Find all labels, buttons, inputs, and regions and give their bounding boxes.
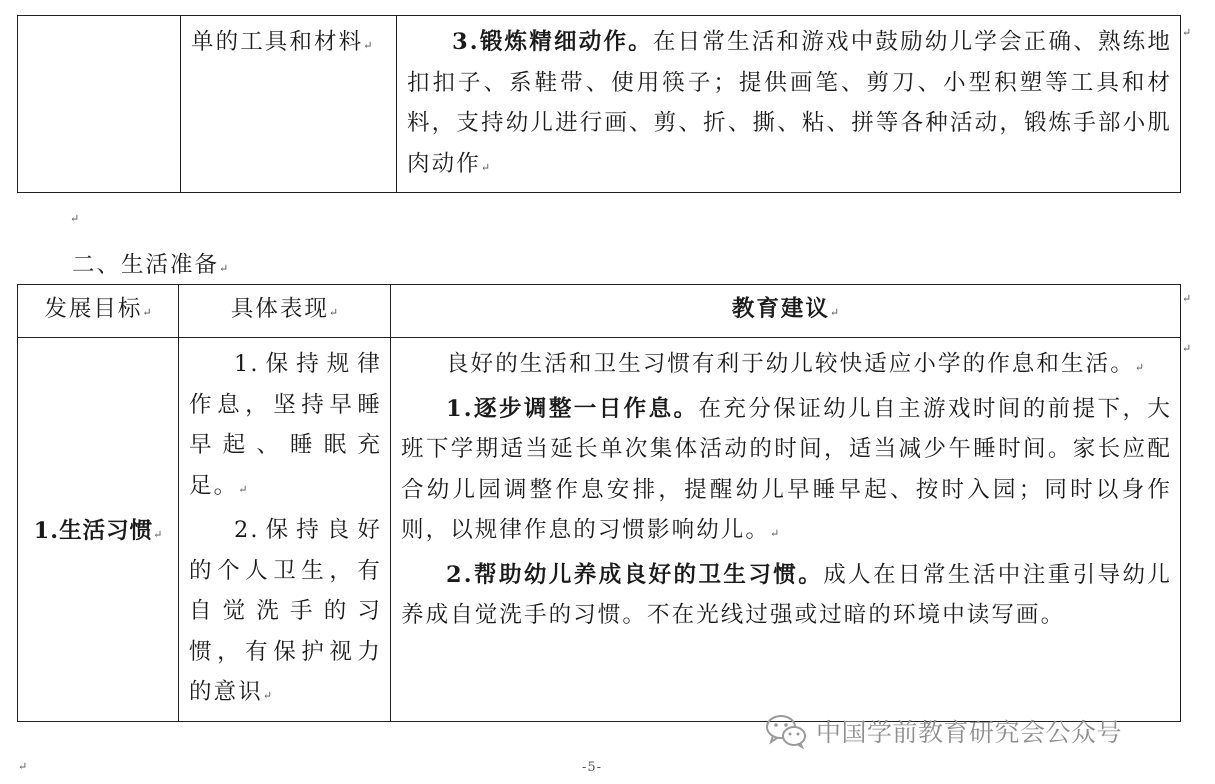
goal-cell: 1.生活习惯↵	[18, 338, 179, 722]
performance-item-1: 1.保持规律作息，坚持早睡早起、睡眠充足。↵	[189, 351, 382, 499]
continued-advice-cell: 3.锻炼精细动作。在日常生活和游戏中鼓励幼儿学会正确、熟练地扣扣子、系鞋带、使用筷子；提供画笔、剪刀、小型积塑等工具和材料，支持幼儿进行画、剪、折、撕、粘、拼等各种活动，锻炼手部小肌肉动作↵	[397, 16, 1181, 193]
continued-performance-text: 单的工具和材料	[191, 29, 364, 55]
advice-item3-title: 3.锻炼精细动作。	[452, 29, 653, 55]
advice-cell	[391, 338, 1181, 722]
continued-table	[17, 15, 1181, 193]
advice-item3-body: 在日常生活和游戏中鼓励幼儿学会正确、熟练地扣扣子、系鞋带、使用筷子；提供画笔、剪刀、小型积塑等工具和材料，支持幼儿进行画、剪、折、撕、粘、拼等各种活动，锻炼手部小肌肉动作	[407, 29, 1172, 177]
wechat-watermark	[764, 713, 1122, 749]
header-advice: 教育建议↵	[391, 285, 1181, 338]
performance-cell	[179, 338, 391, 722]
watermark-text: 中国学前教育研究会公众号	[816, 718, 1123, 747]
advice-intro: 良好的生活和卫生习惯有利于幼儿较快适应小学的作息和生活。↵	[446, 351, 1145, 377]
wechat-icon	[764, 713, 808, 749]
life-readiness-table	[17, 284, 1181, 722]
header-goal: 发展目标↵	[18, 285, 179, 338]
section-title: 二、生活准备↵	[72, 252, 229, 278]
table-row	[18, 338, 1181, 722]
advice-item-2: 2.帮助幼儿养成良好的卫生习惯。成人在日常生活中注重引导幼儿养成自觉洗手的习惯。不在光线过强或过暗的环境中读写画。	[401, 561, 1172, 628]
performance-item-2: 2.保持良好的个人卫生，有自觉洗手的习惯，有保护视力的意识↵	[189, 517, 382, 705]
table-header-row	[18, 285, 1181, 338]
header-performance: 具体表现↵	[179, 285, 391, 338]
continued-goal-cell	[18, 16, 181, 193]
page-number: -5-	[582, 760, 603, 775]
advice-item-1: 1.逐步调整一日作息。在充分保证幼儿自主游戏时间的前提下，大班下学期适当延长单次集体活动的时间，适当减少午睡时间。家长应配合幼儿园调整作息安排，提醒幼儿早睡早起、按时入园；同时以身作则，以规律作息的习惯影响幼儿。↵	[401, 395, 1172, 543]
continued-performance-cell: 单的工具和材料↵	[181, 16, 397, 193]
